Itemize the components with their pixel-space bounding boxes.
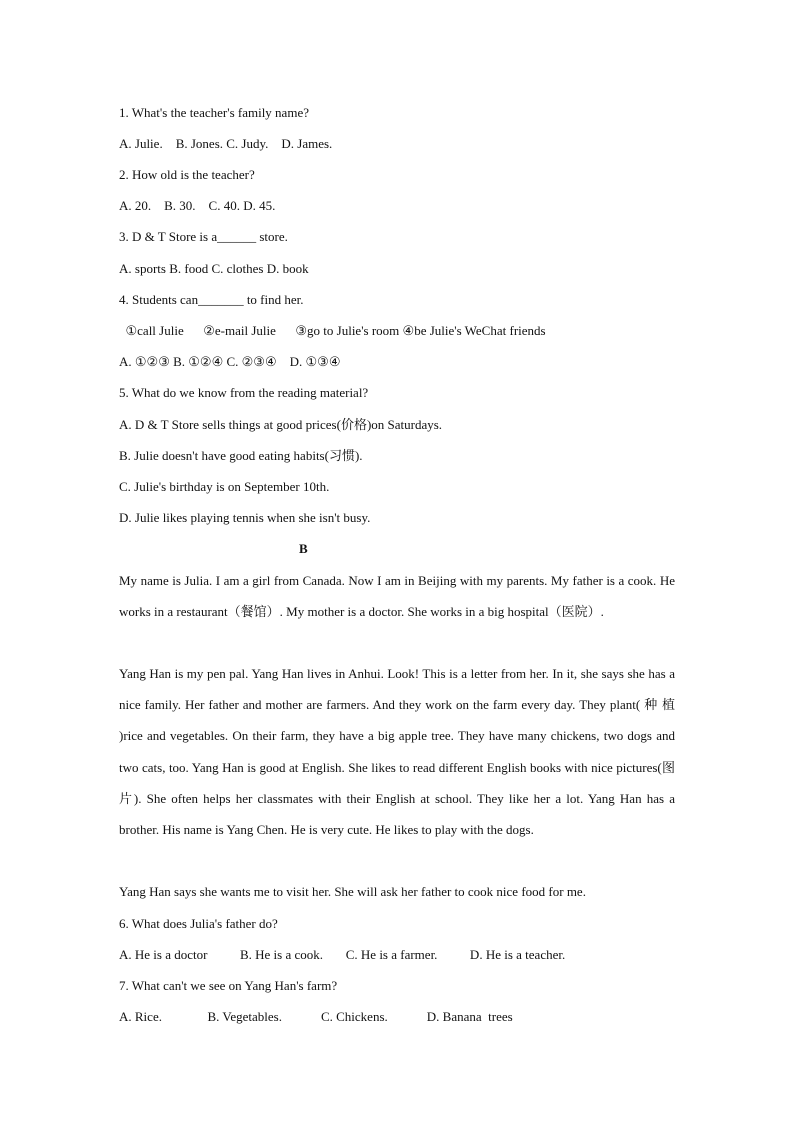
passage-paragraph-1: My name is Julia. I am a girl from Canada. Now I am in Beijing with my parents. My father is a cook. He works in a restaurant（餐馆）. My mother is a doctor. She works in a big hospital（医院）. (119, 573, 675, 620)
question-2-options: A. 20. B. 30. C. 40. D. 45. (119, 198, 276, 213)
question-6: 6. What does Julia's father do? (119, 916, 278, 931)
section-b-heading: B (299, 541, 308, 556)
question-4: 4. Students can_______ to find her. (119, 292, 304, 307)
question-2: 2. How old is the teacher? (119, 167, 255, 182)
question-5-option-a: A. D & T Store sells things at good prices(价格)on Saturdays. (119, 417, 443, 432)
question-3-options: A. sports B. food C. clothes D. book (119, 261, 309, 276)
question-6-options: A. He is a doctor B. He is a cook. C. He is a farmer. D. He is a teacher. (119, 947, 566, 962)
question-5-option-b: B. Julie doesn't have good eating habits(习惯). (119, 448, 363, 463)
question-1: 1. What's the teacher's family name? (119, 105, 309, 120)
question-5-option-c: C. Julie's birthday is on September 10th. (119, 479, 330, 494)
question-3: 3. D & T Store is a______ store. (119, 229, 288, 244)
question-7: 7. What can't we see on Yang Han's farm? (119, 978, 338, 993)
question-1-options: A. Julie. B. Jones. C. Judy. D. James. (119, 136, 333, 151)
question-5: 5. What do we know from the reading material? (119, 385, 369, 400)
passage-paragraph-3: Yang Han says she wants me to visit her. She will ask her father to cook nice food for me. (119, 884, 586, 899)
question-7-options: A. Rice. B. Vegetables. C. Chickens. D. Banana trees (119, 1009, 513, 1024)
passage-paragraph-2: Yang Han is my pen pal. Yang Han lives in Anhui. Look! This is a letter from her. In it, she says she has a nice family. Her father and mother are farmers. And they work on the farm every day. They plant( 种 植 )rice and vegetables. On their farm, they have a big apple tree. They have many chickens, two dogs and two cats, too. Yang Han is good at English. She likes to read different English books with nice pictures(图片). She often helps her classmates with their English at school. They like her a lot. Yang Han has a brother. His name is Yang Chen. He is very cute. He likes to play with the dogs. (119, 666, 675, 838)
question-4-items: ①call Julie ②e-mail Julie ③go to Julie's room ④be Julie's WeChat friends (119, 323, 546, 338)
question-5-option-d: D. Julie likes playing tennis when she isn't busy. (119, 510, 371, 525)
question-4-options: A. ①②③ B. ①②④ C. ②③④ D. ①③④ (119, 354, 341, 369)
